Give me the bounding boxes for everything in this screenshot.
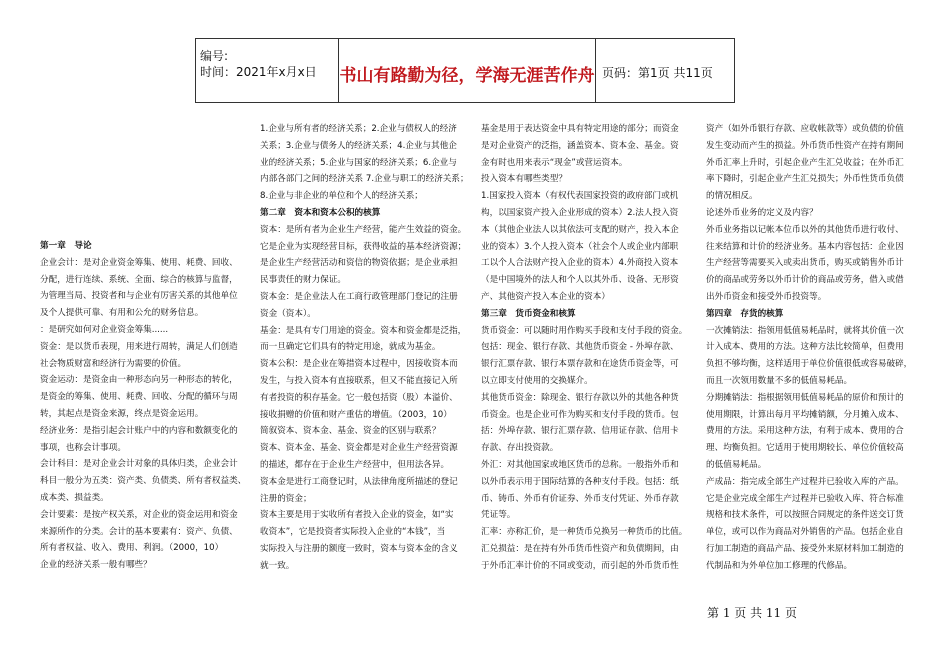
text-line: 括：外埠存款、银行汇票存款、信用证存款、信用卡 [481, 426, 679, 437]
text-line: 社会物质财富和经济行为需要的价值。 [40, 358, 187, 369]
text-line: 1.企业与所有者的经济关系；2.企业与债权人的经济 [260, 124, 457, 134]
text-column-4 [706, 121, 913, 575]
text-line: 外币汇率上升时，引起企业产生汇兑收益；在外币汇 [706, 157, 904, 168]
text-line: 科目一般分为五类：资产类、负债类、所有者权益类、 [40, 476, 247, 487]
text-line: 是企业生产经营活动和资信的物资依据；是企业承担 [260, 258, 458, 269]
text-line: 往来结算和计价的经济业务。基本内容包括：企业因 [706, 241, 904, 252]
text-line: 工以个人合法财产投入企业的资本）4.外商投入资本 [481, 258, 679, 269]
text-line: 汇兑损益：是在持有外币货币性资产和负债期间，由 [481, 543, 679, 554]
text-line: 会计科目：是对企业会计对象的具体归类，企业会计 [40, 459, 238, 470]
text-line: 分配，进行连续、系统、全面、综合的核算与监督， [40, 274, 238, 285]
document-header [195, 38, 735, 103]
page-footer: 第 1 页 共 11 页 [707, 606, 797, 620]
header-page-cell [596, 39, 734, 102]
text-line: 资本、资本金、基金、资金都是对企业生产经营资源 [260, 443, 458, 454]
text-line: 产成品：指完成全部生产过程并已验收入库的产品。 [706, 476, 904, 487]
text-column-2 [260, 121, 472, 575]
text-line: 转，其起点是资金来源，终点是资金运用。 [40, 408, 204, 419]
text-line: 资本公积：是企业在筹措资本过程中，因接收资本而 [260, 359, 458, 370]
text-line: 外汇：对其他国家或地区货币的总称。一般指外币和 [481, 459, 679, 470]
text-line: 币、铸币、外币有价证券、外币支付凭证、外币存款 [481, 493, 679, 504]
section-heading: 第四章 存货的核算 [706, 308, 784, 319]
text-line: 接收捐赠的价值和财产重估的增值。（2003，10） [260, 409, 452, 420]
text-line: 民事责任的财力保证。 [260, 275, 346, 286]
text-line: 简叙资本、资本金、基金、资金的区别与联系？ [260, 426, 441, 437]
document-number-label: 编号: [200, 49, 229, 63]
text-line: 的描述，都存在于企业生产经营中，但用法各异。 [260, 459, 450, 470]
section-heading: 第三章 货币资金和核算 [481, 308, 576, 319]
text-line: 包括：现金、银行存款、其他货币资金 - 外埠存款、 [481, 342, 679, 353]
text-line: 价的商品或劳务以外币计价的商品或劳务，借入或借 [706, 275, 904, 286]
text-line: 使用期限，计算出每月平均摊销额，分月摊入成本、 [706, 409, 904, 420]
text-line: 外币业务指以记帐本位币以外的其他货币进行收付、 [706, 224, 904, 235]
text-line: 的情况相反。 [706, 191, 758, 202]
text-line: 收资本”，它是投资者实际投入企业的“本钱”，当 [260, 527, 446, 538]
text-line: 发生变动而产生的损益。外币货币性资产在持有期间 [706, 140, 904, 151]
text-line: 币资金。也是企业可作为购买和支付手段的货币。包 [481, 409, 679, 420]
text-line: 理、均衡负担。它适用于使用期较长、单位价值较高 [706, 443, 904, 454]
text-line: 是资金的筹集、使用、耗费、回收、分配的循环与周 [40, 392, 238, 403]
text-line: 单位，或可以作为商品对外销售的产品。包括企业自 [706, 527, 904, 538]
text-line: 发生，与投入资本有直接联系，但又不能直接记入所 [260, 375, 458, 386]
text-line: 成本类、损益类。 [40, 492, 109, 503]
text-line: 负担不够均衡，这样适用于单位价值很低或容易破碎， [706, 359, 913, 370]
text-line: 资金运动：是资金由一种形态向另一种形态的转化， [40, 375, 238, 386]
text-line: 分期摊销法：指根据领用低值易耗品的原价和预计的 [706, 392, 904, 403]
text-line: 银行汇票存款、银行本票存款和在途货币资金等，可 [481, 359, 679, 370]
text-line: 存款、存出投资款。 [481, 443, 559, 454]
text-line: 资本主要是用于实收所有者投入企业的资金，如“实 [260, 510, 454, 521]
text-line: 而一旦确定它们具有的特定用途，就成为基金。 [260, 342, 441, 353]
text-line: 汇率：亦称汇价，是一种货币兑换另一种货币的比值。 [481, 527, 688, 538]
text-column-1 [40, 238, 250, 574]
text-line: 它是企业为实现经营目标，获得收益的基本经济资源； [260, 241, 467, 252]
text-line: （是中国境外的法人和个人以其外币、设备、无形资 [481, 275, 679, 286]
text-line: 实际投入与注册的额度一致时，资本与资本金的含义 [260, 543, 458, 554]
text-line: 产、其他资产投入本企业的资本） [481, 291, 610, 302]
text-line: 1.国家投入资本（有权代表国家投资的政府部门或机 [481, 191, 679, 202]
text-line: 凭证等。 [481, 510, 516, 521]
text-line: 所有者权益、收入、费用、利润。（2000，10） [40, 543, 224, 554]
text-line: 它是企业完成全部生产过程并已验收入库、符合标准 [706, 493, 904, 504]
text-line: 以外币表示用于国际结算的各种支付手段。包括：纸 [481, 476, 679, 487]
text-line: 注册的资金； [260, 493, 312, 504]
text-line: 企业的经济关系一般有哪些？ [40, 560, 152, 571]
text-line: 于外币汇率计价的不同或变动，而引起的外币货币性 [481, 560, 679, 571]
text-line: 以立即支付使用的交换媒介。 [481, 375, 593, 386]
text-line: 金有时也用来表示“现金”或营运资本。 [481, 157, 628, 168]
text-line: 及个人提供可靠、有用和公允的财务信息。 [40, 308, 204, 319]
text-line: 率下降时，引起企业产生汇兑损失；外币性货币负债 [706, 174, 904, 185]
text-line: 资产（如外币银行存款、应收帐款等）或负债的价值 [706, 124, 904, 134]
text-line: 资金（资本）。 [260, 308, 316, 319]
text-line: 企业会计：是对企业资金筹集、使用、耗费、回收、 [40, 257, 238, 268]
section-heading: 第二章 资本和资本公积的核算 [260, 207, 381, 218]
text-line: 资本：是所有者为企业生产经营，能产生效益的资金。 [260, 224, 467, 235]
text-line: 业的资本）3.个人投入资本（社会个人或企业内部职 [481, 241, 679, 252]
text-line: 为管理当局、投资者和与企业有厉害关系的其他单位 [40, 291, 238, 302]
text-line: 基金：是具有专门用途的资金。资本和资金都是泛指， [260, 325, 467, 336]
text-line: 资本金：是企业法人在工商行政管理部门登记的注册 [260, 291, 458, 302]
text-line: 就一致。 [260, 560, 295, 571]
text-line: 代制品和为外单位加工修理的代修品。 [706, 560, 853, 571]
text-column-3 [481, 121, 696, 575]
text-line: 基金是用于表达资金中具有特定用途的部分；而资金 [481, 124, 679, 134]
text-line: 构，以国家资产投入企业形成的资本）2.法人投入资 [481, 207, 679, 218]
text-line: 的低值易耗品。 [706, 459, 767, 470]
text-line: 8.企业与非企业的单位和个人的经济关系； [260, 191, 423, 202]
text-line: 投入资本有哪些类型？ [481, 174, 567, 185]
text-line: 业的经济关系；5.企业与国家的经济关系；6.企业与 [260, 157, 457, 168]
section-heading: 第一章 导论 [40, 241, 92, 251]
header-info-cell [196, 39, 339, 102]
text-line: 其他货币资金：除现金、银行存款以外的其他各种货 [481, 392, 679, 403]
text-line: 货币资金：可以随时用作购买手段和支付手段的资金。 [481, 325, 688, 336]
text-line: 一次摊销法：指领用低值易耗品时，就将其价值一次 [706, 325, 904, 336]
document-time-label: 时间：2021年x月x日 [200, 65, 317, 79]
header-motto-cell [339, 39, 596, 102]
text-line: 论述外币业务的定义及内容？ [706, 207, 818, 218]
motto-text: 书山有路勤为径，学海无涯苦作舟 [339, 66, 595, 86]
text-line: 出外币资金和接受外币投资等。 [706, 291, 827, 302]
text-line: 生产经营等需要买入或卖出货币，购买或销售外币计 [706, 258, 904, 269]
text-line: 事项，也称会计事项。 [40, 442, 126, 453]
text-line: 内部各部门之间的经济关系 7.企业与职工的经济关系； [260, 174, 469, 185]
text-line: 关系；3.企业与债务人的经济关系；4.企业与其他企 [260, 140, 457, 151]
text-line: 本（其他企业法人以其依法可支配的财产，投入本企 [481, 224, 679, 235]
text-line: 行加工制造的商品产品、接受外来原材料加工制造的 [706, 543, 904, 554]
text-line: ：是研究如何对企业资金筹集...... [40, 324, 169, 335]
text-line: 经济业务：是指引起会计账户中的内容和数额变化的 [40, 425, 238, 436]
header-page-label: 页码：第1页 共11页 [602, 66, 713, 80]
text-line: 有者投资的积存基金。它一般包括资（股）本溢价、 [260, 392, 458, 403]
text-line: 规格和技术条件，可以按照合同规定的条件送交订货 [706, 510, 904, 521]
text-line: 费用的方法。采用这种方法，有利于成本、费用的合 [706, 426, 904, 437]
text-line: 而且一次领用数量不多的低值易耗品。 [706, 375, 853, 386]
text-line: 来源所作的分类。会计的基本要素有：资产、负债、 [40, 526, 238, 537]
text-line: 资金：是以货币表现，用来进行周转，满足人们创造 [40, 341, 238, 352]
text-line: 是对企业资产的泛指，涵盖资本、资本金、基金。资 [481, 140, 679, 151]
text-line: 计入成本、费用的方法。这种方法比较简单，但费用 [706, 342, 904, 353]
text-line: 资本金是进行工商登记时，从法律角度所描述的登记 [260, 476, 458, 487]
text-line: 会计要素：是按产权关系，对企业的资金运用和资金 [40, 509, 238, 520]
